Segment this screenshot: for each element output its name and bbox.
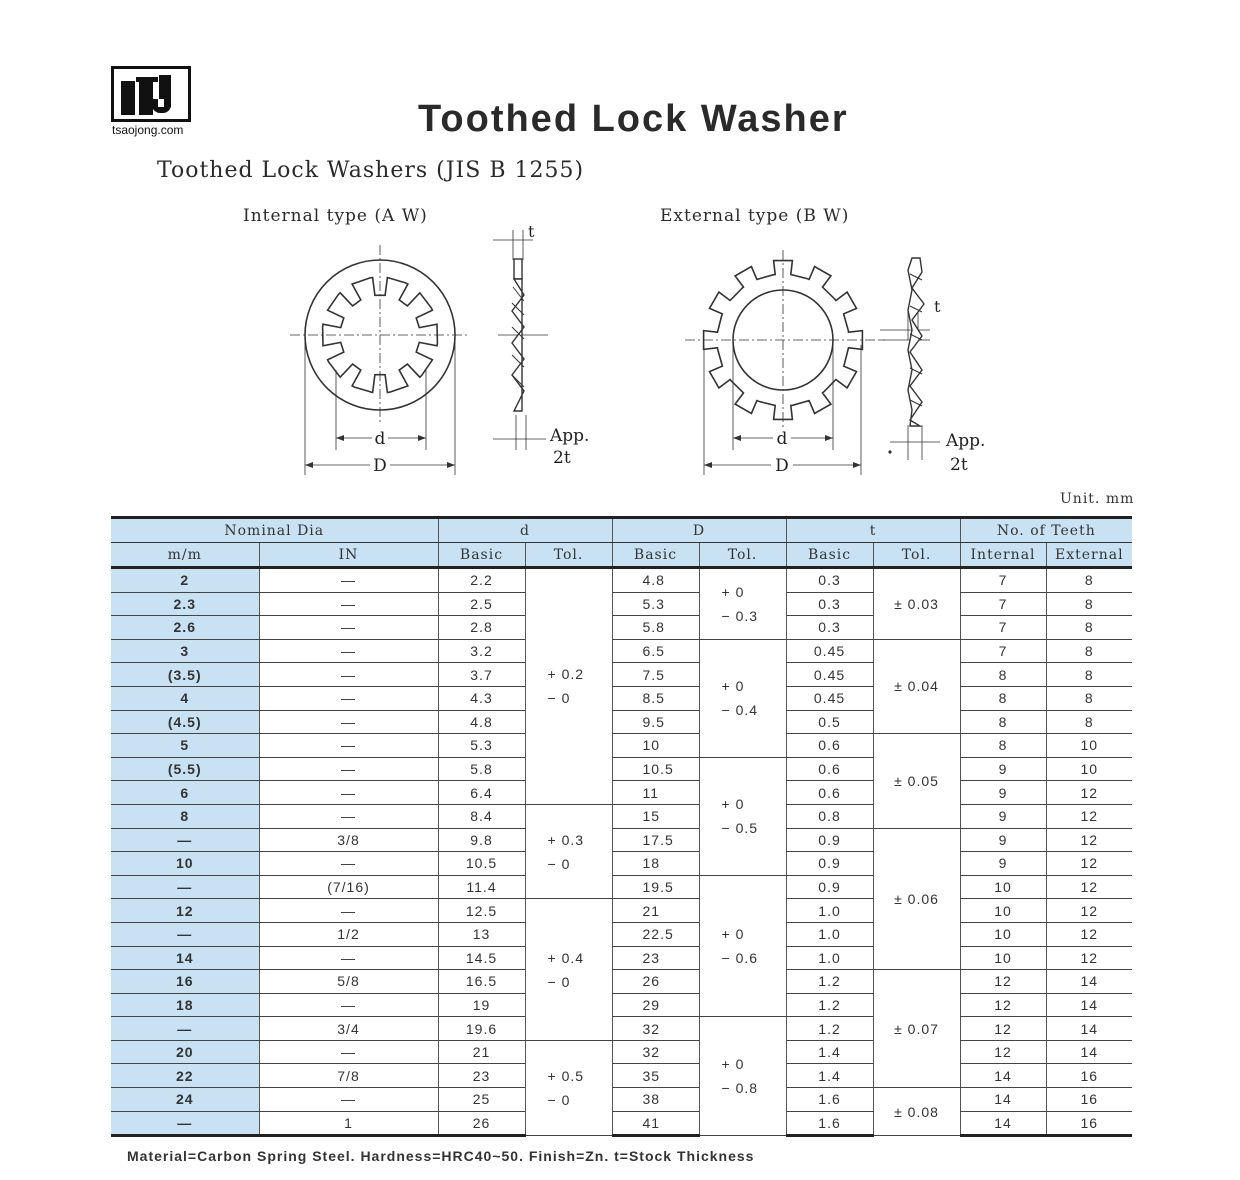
table-row <box>111 781 1132 805</box>
nominal-mm-cell: 12 <box>111 899 259 923</box>
d-basic-cell: 9.8 <box>438 828 525 852</box>
D-basic-cell: 38 <box>612 1088 699 1112</box>
table-row <box>111 734 1132 758</box>
nominal-in-cell: — <box>259 757 438 781</box>
nominal-mm-cell: (4.5) <box>111 710 259 734</box>
teeth-internal-cell: 9 <box>960 757 1046 781</box>
t-basic-cell: 0.6 <box>786 757 873 781</box>
d-tol-cell <box>525 804 612 898</box>
teeth-internal-cell: 12 <box>960 993 1046 1017</box>
d-tol-cell <box>525 1040 612 1135</box>
nominal-in-cell: — <box>259 710 438 734</box>
t-basic-cell: 1.4 <box>786 1064 873 1088</box>
nominal-in-cell: 7/8 <box>259 1064 438 1088</box>
teeth-external-cell: 10 <box>1046 734 1132 758</box>
D-basic-cell: 32 <box>612 1040 699 1064</box>
teeth-external-cell: 12 <box>1046 852 1132 876</box>
table-row <box>111 1017 1132 1041</box>
d-basic-cell: 12.5 <box>438 899 525 923</box>
nominal-in-cell: 3/8 <box>259 828 438 852</box>
tol-minus: − 0.3 <box>721 607 759 624</box>
internal-type-label: Internal type (A W) <box>243 206 428 226</box>
logo-site-text: tsaojong.com <box>112 123 184 137</box>
nominal-in-cell: — <box>259 734 438 758</box>
nominal-mm-cell: (3.5) <box>111 663 259 687</box>
D-basic-cell: 26 <box>612 970 699 994</box>
tol-minus: − 0 <box>547 855 571 872</box>
d-basic-cell: 21 <box>438 1040 525 1064</box>
nominal-mm-cell: 4 <box>111 686 259 710</box>
teeth-external-cell: 10 <box>1046 757 1132 781</box>
spec-table <box>111 516 1132 1137</box>
nominal-in-cell: 5/8 <box>259 970 438 994</box>
tol-minus: − 0.4 <box>721 702 759 719</box>
t-basic-cell: 0.9 <box>786 875 873 899</box>
svg-text:t: t <box>528 222 535 241</box>
teeth-internal-cell: 12 <box>960 970 1046 994</box>
nominal-mm-cell: 24 <box>111 1088 259 1112</box>
nominal-mm-cell: 5 <box>111 734 259 758</box>
D-basic-cell: 10.5 <box>612 757 699 781</box>
table-row <box>111 710 1132 734</box>
D-basic-cell: 4.8 <box>612 568 699 593</box>
D-basic-cell: 9.5 <box>612 710 699 734</box>
t-basic-cell: 0.45 <box>786 639 873 663</box>
header-d: d <box>438 518 612 543</box>
teeth-external-cell: 12 <box>1046 828 1132 852</box>
teeth-external-cell: 8 <box>1046 639 1132 663</box>
table-row <box>111 1111 1132 1136</box>
nominal-mm-cell: 2.6 <box>111 616 259 640</box>
nominal-in-cell: — <box>259 592 438 616</box>
header-d-basic: Basic <box>438 543 525 568</box>
teeth-external-cell: 12 <box>1046 946 1132 970</box>
t-basic-cell: 1.0 <box>786 922 873 946</box>
header-in: IN <box>259 543 438 568</box>
teeth-external-cell: 8 <box>1046 663 1132 687</box>
d-basic-cell: 11.4 <box>438 875 525 899</box>
external-washer-face-diagram <box>685 245 885 475</box>
teeth-external-cell: 12 <box>1046 922 1132 946</box>
nominal-in-cell: — <box>259 899 438 923</box>
d-tol-cell <box>525 568 612 805</box>
table-row <box>111 899 1132 923</box>
table-row <box>111 922 1132 946</box>
table-row <box>111 828 1132 852</box>
table-row <box>111 616 1132 640</box>
t-tol-cell: ± 0.03 <box>873 568 960 640</box>
teeth-external-cell: 12 <box>1046 899 1132 923</box>
D-basic-cell: 5.8 <box>612 616 699 640</box>
tol-plus: + 0 <box>721 1056 745 1073</box>
t-tol-cell: ± 0.06 <box>873 828 960 970</box>
nominal-mm-cell: (5.5) <box>111 757 259 781</box>
nominal-in-cell: — <box>259 1088 438 1112</box>
teeth-internal-cell: 12 <box>960 1040 1046 1064</box>
d-basic-cell: 25 <box>438 1088 525 1112</box>
d-basic-cell: 5.8 <box>438 757 525 781</box>
teeth-internal-cell: 10 <box>960 946 1046 970</box>
table-row <box>111 663 1132 687</box>
tol-plus: + 0.5 <box>547 1068 585 1085</box>
D-basic-cell: 15 <box>612 804 699 828</box>
nominal-in-cell: — <box>259 568 438 593</box>
D-basic-cell: 17.5 <box>612 828 699 852</box>
table-row <box>111 568 1132 593</box>
nominal-mm-cell: 8 <box>111 804 259 828</box>
D-basic-cell: 35 <box>612 1064 699 1088</box>
teeth-internal-cell: 14 <box>960 1064 1046 1088</box>
D-tol-cell <box>699 568 786 640</box>
table-row <box>111 639 1132 663</box>
teeth-internal-cell: 7 <box>960 639 1046 663</box>
tol-plus: + 0 <box>721 583 745 600</box>
teeth-internal-cell: 7 <box>960 592 1046 616</box>
footnote: Material=Carbon Spring Steel. Hardness=HRC40~50. Finish=Zn. t=Stock Thickness <box>127 1148 755 1164</box>
d-basic-cell: 13 <box>438 922 525 946</box>
svg-text:2t: 2t <box>553 448 571 468</box>
t-tol-cell: ± 0.08 <box>873 1088 960 1136</box>
teeth-external-cell: 16 <box>1046 1111 1132 1136</box>
nominal-mm-cell: 22 <box>111 1064 259 1088</box>
d-basic-cell: 6.4 <box>438 781 525 805</box>
teeth-internal-cell: 9 <box>960 804 1046 828</box>
tol-plus: + 0.2 <box>547 666 585 683</box>
teeth-external-cell: 14 <box>1046 970 1132 994</box>
svg-text:d: d <box>776 429 788 449</box>
t-basic-cell: 0.3 <box>786 568 873 593</box>
tol-plus: + 0.3 <box>547 831 585 848</box>
D-basic-cell: 6.5 <box>612 639 699 663</box>
d-basic-cell: 5.3 <box>438 734 525 758</box>
d-basic-cell: 26 <box>438 1111 525 1136</box>
teeth-external-cell: 12 <box>1046 804 1132 828</box>
tol-minus: − 0.5 <box>721 820 759 837</box>
svg-text:D: D <box>775 456 789 475</box>
teeth-external-cell: 8 <box>1046 616 1132 640</box>
t-basic-cell: 0.45 <box>786 663 873 687</box>
nominal-mm-cell: 2 <box>111 568 259 593</box>
unit-label: Unit. mm <box>1060 491 1135 507</box>
tol-minus: − 0.8 <box>721 1080 759 1097</box>
t-basic-cell: 1.6 <box>786 1111 873 1136</box>
header-t-basic: Basic <box>786 543 873 568</box>
t-basic-cell: 1.0 <box>786 899 873 923</box>
d-basic-cell: 2.5 <box>438 592 525 616</box>
t-basic-cell: 1.2 <box>786 1017 873 1041</box>
page-title: Toothed Lock Washer <box>418 98 849 140</box>
d-basic-cell: 8.4 <box>438 804 525 828</box>
internal-washer-side-diagram <box>488 215 598 475</box>
nominal-mm-cell: — <box>111 875 259 899</box>
svg-text:D: D <box>373 456 387 476</box>
logo <box>111 66 191 122</box>
header-nominal-dia: Nominal Dia <box>111 518 438 543</box>
t-basic-cell: 1.0 <box>786 946 873 970</box>
teeth-external-cell: 8 <box>1046 710 1132 734</box>
D-basic-cell: 29 <box>612 993 699 1017</box>
table-row <box>111 970 1132 994</box>
D-basic-cell: 7.5 <box>612 663 699 687</box>
table-row <box>111 686 1132 710</box>
teeth-external-cell: 16 <box>1046 1088 1132 1112</box>
teeth-internal-cell: 7 <box>960 568 1046 593</box>
d-basic-cell: 4.8 <box>438 710 525 734</box>
t-basic-cell: 1.6 <box>786 1088 873 1112</box>
D-tol-cell <box>699 875 786 1017</box>
d-basic-cell: 14.5 <box>438 946 525 970</box>
header-d-tol: Tol. <box>525 543 612 568</box>
t-tol-cell: ± 0.04 <box>873 639 960 733</box>
teeth-internal-cell: 8 <box>960 686 1046 710</box>
teeth-external-cell: 12 <box>1046 875 1132 899</box>
t-basic-cell: 1.2 <box>786 993 873 1017</box>
tol-plus: + 0.4 <box>547 949 585 966</box>
tol-minus: − 0 <box>547 1092 571 1109</box>
t-basic-cell: 0.9 <box>786 852 873 876</box>
external-washer-side-diagram <box>880 250 1000 480</box>
nominal-in-cell: — <box>259 804 438 828</box>
teeth-internal-cell: 9 <box>960 852 1046 876</box>
t-basic-cell: 1.2 <box>786 970 873 994</box>
t-tol-cell: ± 0.07 <box>873 970 960 1088</box>
tol-plus: + 0 <box>721 926 745 942</box>
d-basic-cell: 3.2 <box>438 639 525 663</box>
nominal-in-cell: — <box>259 686 438 710</box>
table-row <box>111 875 1132 899</box>
teeth-internal-cell: 14 <box>960 1088 1046 1112</box>
nominal-mm-cell: 10 <box>111 852 259 876</box>
nominal-in-cell: (7/16) <box>259 875 438 899</box>
t-basic-cell: 0.3 <box>786 592 873 616</box>
table-row <box>111 1040 1132 1064</box>
teeth-internal-cell: 8 <box>960 734 1046 758</box>
header-D-basic: Basic <box>612 543 699 568</box>
tol-minus: − 0 <box>547 690 571 707</box>
header-mm: m/m <box>111 543 259 568</box>
teeth-internal-cell: 10 <box>960 899 1046 923</box>
d-tol-cell <box>525 899 612 1041</box>
table-row <box>111 804 1132 828</box>
table-row <box>111 852 1132 876</box>
nominal-in-cell: 1/2 <box>259 922 438 946</box>
teeth-internal-cell: 9 <box>960 781 1046 805</box>
page-subtitle: Toothed Lock Washers (JIS B 1255) <box>157 158 585 183</box>
nominal-in-cell: — <box>259 946 438 970</box>
t-basic-cell: 1.4 <box>786 1040 873 1064</box>
t-basic-cell: 0.6 <box>786 781 873 805</box>
teeth-external-cell: 16 <box>1046 1064 1132 1088</box>
t-basic-cell: 0.6 <box>786 734 873 758</box>
d-basic-cell: 10.5 <box>438 852 525 876</box>
svg-text:2t: 2t <box>950 455 968 475</box>
d-basic-cell: 2.2 <box>438 568 525 593</box>
tol-plus: + 0 <box>721 796 745 813</box>
d-basic-cell: 19.6 <box>438 1017 525 1041</box>
teeth-external-cell: 14 <box>1046 1040 1132 1064</box>
table-row <box>111 592 1132 616</box>
teeth-internal-cell: 10 <box>960 875 1046 899</box>
nominal-mm-cell: 16 <box>111 970 259 994</box>
D-tol-cell <box>699 757 786 875</box>
header-teeth: No. of Teeth <box>960 518 1132 543</box>
D-basic-cell: 8.5 <box>612 686 699 710</box>
external-type-label: External type (B W) <box>660 206 850 226</box>
teeth-internal-cell: 8 <box>960 710 1046 734</box>
nominal-in-cell: 3/4 <box>259 1017 438 1041</box>
table-row <box>111 1064 1132 1088</box>
nominal-mm-cell: 14 <box>111 946 259 970</box>
D-basic-cell: 22.5 <box>612 922 699 946</box>
t-basic-cell: 0.8 <box>786 804 873 828</box>
D-basic-cell: 10 <box>612 734 699 758</box>
d-basic-cell: 3.7 <box>438 663 525 687</box>
nominal-mm-cell: 6 <box>111 781 259 805</box>
nominal-mm-cell: 3 <box>111 639 259 663</box>
table-row <box>111 993 1132 1017</box>
teeth-internal-cell: 12 <box>960 1017 1046 1041</box>
teeth-internal-cell: 14 <box>960 1111 1046 1136</box>
header-D-tol: Tol. <box>699 543 786 568</box>
nominal-mm-cell: 20 <box>111 1040 259 1064</box>
nominal-mm-cell: — <box>111 922 259 946</box>
t-basic-cell: 0.45 <box>786 686 873 710</box>
teeth-internal-cell: 9 <box>960 828 1046 852</box>
D-basic-cell: 11 <box>612 781 699 805</box>
nominal-in-cell: — <box>259 993 438 1017</box>
teeth-internal-cell: 10 <box>960 922 1046 946</box>
teeth-internal-cell: 8 <box>960 663 1046 687</box>
header-teeth-internal: Internal <box>960 543 1046 568</box>
teeth-external-cell: 14 <box>1046 993 1132 1017</box>
svg-text:d: d <box>374 429 386 449</box>
D-basic-cell: 5.3 <box>612 592 699 616</box>
teeth-external-cell: 8 <box>1046 686 1132 710</box>
header-teeth-external: External <box>1046 543 1132 568</box>
D-basic-cell: 23 <box>612 946 699 970</box>
t-tol-cell: ± 0.05 <box>873 734 960 828</box>
teeth-external-cell: 8 <box>1046 592 1132 616</box>
D-basic-cell: 21 <box>612 899 699 923</box>
nominal-in-cell: — <box>259 1040 438 1064</box>
nominal-in-cell: — <box>259 639 438 663</box>
nominal-mm-cell: 2.3 <box>111 592 259 616</box>
nominal-mm-cell: — <box>111 1111 259 1136</box>
header-t: t <box>786 518 960 543</box>
nominal-in-cell: — <box>259 852 438 876</box>
d-basic-cell: 16.5 <box>438 970 525 994</box>
header-D: D <box>612 518 786 543</box>
tol-plus: + 0 <box>721 678 745 695</box>
nominal-mm-cell: 18 <box>111 993 259 1017</box>
d-basic-cell: 2.8 <box>438 616 525 640</box>
D-tol-cell <box>699 1017 786 1136</box>
D-tol-cell <box>699 639 786 757</box>
D-basic-cell: 32 <box>612 1017 699 1041</box>
nominal-mm-cell: — <box>111 828 259 852</box>
header-t-tol: Tol. <box>873 543 960 568</box>
svg-text:t: t <box>934 297 941 316</box>
d-basic-cell: 23 <box>438 1064 525 1088</box>
nominal-in-cell: — <box>259 781 438 805</box>
teeth-internal-cell: 7 <box>960 616 1046 640</box>
D-basic-cell: 19.5 <box>612 875 699 899</box>
d-basic-cell: 4.3 <box>438 686 525 710</box>
table-row <box>111 946 1132 970</box>
tol-minus: − 0.6 <box>721 950 759 966</box>
svg-text:App.: App. <box>550 426 590 446</box>
nominal-in-cell: — <box>259 663 438 687</box>
table-row <box>111 1088 1132 1112</box>
internal-washer-face-diagram <box>290 240 470 480</box>
nominal-in-cell: 1 <box>259 1111 438 1136</box>
t-basic-cell: 0.9 <box>786 828 873 852</box>
tol-minus: − 0 <box>547 973 571 990</box>
svg-text:App.: App. <box>946 431 986 451</box>
teeth-external-cell: 12 <box>1046 781 1132 805</box>
D-basic-cell: 41 <box>612 1111 699 1136</box>
nominal-mm-cell: — <box>111 1017 259 1041</box>
nominal-in-cell: — <box>259 616 438 640</box>
teeth-external-cell: 8 <box>1046 568 1132 593</box>
t-basic-cell: 0.3 <box>786 616 873 640</box>
d-basic-cell: 19 <box>438 993 525 1017</box>
D-basic-cell: 18 <box>612 852 699 876</box>
table-row <box>111 757 1132 781</box>
t-basic-cell: 0.5 <box>786 710 873 734</box>
teeth-external-cell: 14 <box>1046 1017 1132 1041</box>
